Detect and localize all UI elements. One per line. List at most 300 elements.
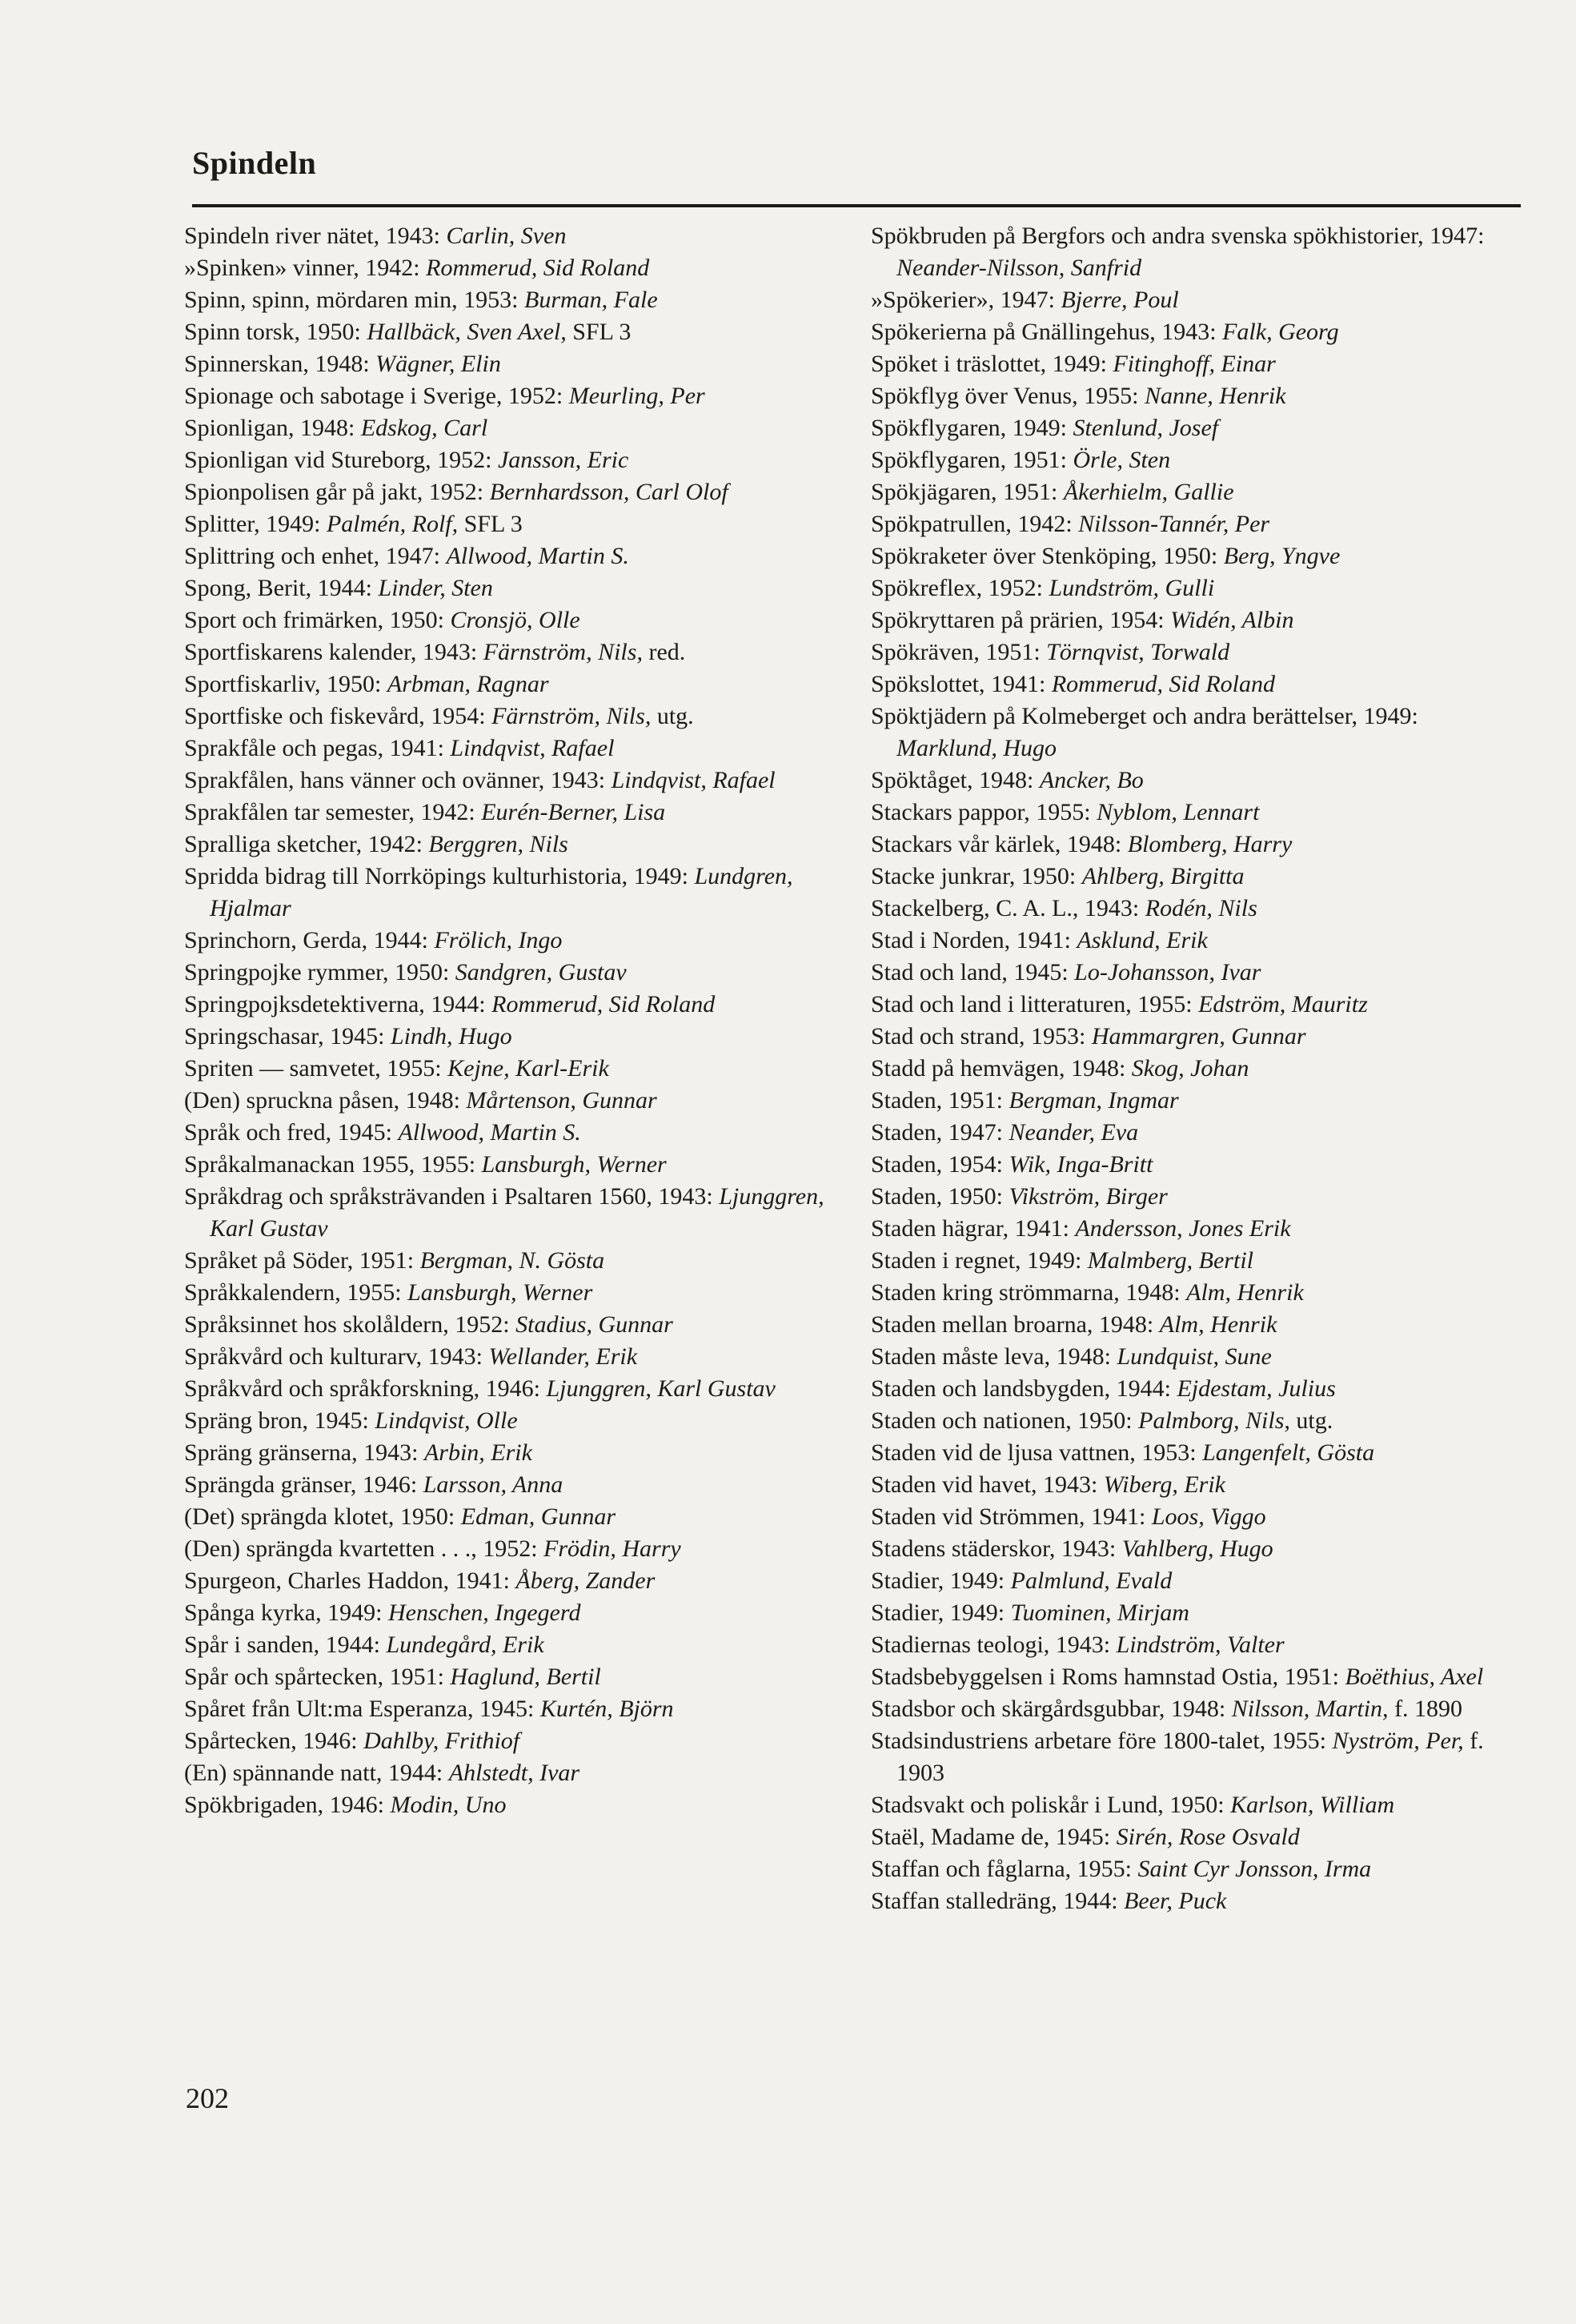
entry-title: Staden och landsbygden , — [871, 1375, 1117, 1402]
entry-year: 1943 — [1161, 319, 1210, 345]
entry-year: 1946 — [362, 1471, 411, 1498]
entry-author: Rommerud, Sid Roland — [1051, 671, 1275, 697]
entry-author: Skog, Johan — [1131, 1055, 1249, 1082]
index-entry: Staden vid havet , 1943: Wiberg, Erik — [871, 1469, 1521, 1501]
entry-title: »Spökerier» , — [871, 287, 1001, 313]
entry-author: Stenlund, Josef — [1073, 415, 1219, 441]
entry-year: 1954 — [1109, 607, 1158, 633]
entry-title: Språkkalendern , — [184, 1279, 347, 1306]
entry-author: Cronsjö, Olle — [450, 607, 580, 633]
entry-author: Jansson, Eric — [497, 447, 629, 473]
entry-year: 1945 — [337, 1119, 386, 1146]
entry-title: (Den) sprängda kvartetten . . . , — [184, 1535, 483, 1562]
entry-year: 1941 — [389, 735, 438, 761]
entry-year: 1945 — [1055, 1824, 1104, 1850]
entry-year: 1954 — [948, 1151, 997, 1178]
entry-title: Språk och fred , — [184, 1119, 338, 1146]
index-entry: Spindeln river nätet , 1943: Carlin, Sven — [184, 220, 828, 252]
entry-author: Nyström, Per, — [1332, 1728, 1464, 1754]
entry-author: Arbman, Ragnar — [387, 671, 549, 697]
index-entry: Stad i Norden , 1941: Asklund, Erik — [871, 925, 1521, 957]
entry-author: Lundgren, Hjalmar — [210, 863, 793, 921]
index-entry: Spökraketer över Stenköping , 1950: Berg, Yngve — [871, 540, 1521, 572]
entry-title: Sprakfålen, hans vänner och ovänner , — [184, 767, 551, 793]
entry-author: Arbin, Erik — [423, 1439, 532, 1466]
entry-title: Språkvård och kulturarv , — [184, 1343, 428, 1370]
entry-year: 1953 — [1141, 1439, 1190, 1466]
index-entry: Spöktjädern på Kolmeberget och andra berättelser , 1949: Marklund, Hugo — [871, 700, 1521, 765]
entry-year: 1950 — [1162, 543, 1211, 569]
entry-author: Åberg, Zander — [515, 1567, 656, 1594]
entry-note: SFL 3 — [566, 319, 632, 345]
entry-author: Ahlberg, Birgitta — [1081, 863, 1245, 889]
index-entry: Sprakfålen tar semester , 1942: Eurén-Berner, Lisa — [184, 797, 828, 829]
entry-year: 1953 — [463, 287, 512, 313]
entry-author: Dahlby, Frithiof — [363, 1728, 520, 1754]
entry-author: Henschen, Ingegerd — [387, 1600, 581, 1626]
index-entry: Stadsindustriens arbetare före 1800-talet , 1955: Nyström, Per, f. 1903 — [871, 1725, 1521, 1789]
entry-year: 1942 — [420, 799, 469, 825]
index-entry: (Den) spruckna påsen , 1948: Mårtenson, Gunnar — [184, 1085, 828, 1117]
entry-author: Färnström, Nils, — [483, 639, 643, 665]
index-entry: Stackelberg, C. A. L. , 1943: Rodén, Nils — [871, 893, 1521, 925]
entry-year: 1955 — [420, 1151, 469, 1178]
entry-author: Karlson, William — [1230, 1792, 1395, 1818]
entry-title: Sportfiskarliv , — [184, 671, 327, 697]
entry-year: 1951 — [948, 1087, 997, 1114]
index-entry: »Spökerier» , 1947: Bjerre, Poul — [871, 284, 1521, 316]
index-entry: Sportfiske och fiskevård , 1954: Färnström, Nils, utg. — [184, 700, 828, 733]
index-entry: Sprinchorn, Gerda , 1944: Frölich, Ingo — [184, 925, 828, 957]
entry-author: Ljunggren, Karl Gustav — [546, 1375, 776, 1402]
entry-note: utg. — [651, 703, 694, 729]
index-entry: Spralliga sketcher , 1942: Berggren, Nils — [184, 829, 828, 861]
entry-title: Staden , — [871, 1151, 948, 1178]
index-entry: Spökräven , 1951: Törnqvist, Torwald — [871, 636, 1521, 668]
entry-title: Spong, Berit , — [184, 575, 318, 601]
entry-year: 1951 — [1284, 1664, 1333, 1690]
entry-title: Spriten — samvetet , — [184, 1055, 387, 1082]
entry-title: Staden kring strömmarna , — [871, 1279, 1125, 1306]
entry-title: Sprakfålen tar semester , — [184, 799, 420, 825]
entry-title: Springschasar , — [184, 1023, 330, 1050]
entry-year: 1943 — [1084, 895, 1133, 921]
index-entry: Språkdrag och språksträvanden i Psaltaren 1560 , 1943: Ljunggren, Karl Gustav — [184, 1181, 828, 1245]
entry-note: f. 1903 — [896, 1728, 1484, 1786]
entry-year: 1945 — [330, 1023, 379, 1050]
entry-author: Falk, Georg — [1222, 319, 1339, 345]
entry-author: Eurén-Berner, Lisa — [481, 799, 666, 825]
entry-author: Nilsson-Tannér, Per — [1078, 511, 1270, 537]
entry-author: Lindqvist, Rafael — [611, 767, 776, 793]
entry-author: Allwood, Martin S. — [398, 1119, 581, 1146]
index-entry: Spräng bron , 1945: Lindqvist, Olle — [184, 1405, 828, 1437]
entry-year: 1950 — [327, 671, 375, 697]
entry-year: 1942 — [365, 255, 414, 281]
entry-author: Loos, Viggo — [1151, 1503, 1266, 1530]
entry-author: Langenfelt, Gösta — [1202, 1439, 1375, 1466]
entry-title: Stadsindustriens arbetare före 1800-talet , — [871, 1728, 1272, 1754]
entry-title: Staden , — [871, 1119, 948, 1146]
entry-year: 1947 — [948, 1119, 997, 1146]
entry-year: 1943 — [363, 1439, 412, 1466]
entry-title: Spårtecken , — [184, 1728, 303, 1754]
entry-title: Spökreflex , — [871, 575, 989, 601]
index-entry: Sportfiskarliv , 1950: Arbman, Ragnar — [184, 668, 828, 700]
entry-author: Örle, Sten — [1073, 447, 1171, 473]
entry-title: Staden måste leva , — [871, 1343, 1057, 1370]
index-entry: Staden och nationen , 1950: Palmborg, Nils, utg. — [871, 1405, 1521, 1437]
index-entry: Sportfiskarens kalender , 1943: Färnström, Nils, red. — [184, 636, 828, 668]
entry-year: 1942 — [367, 831, 416, 857]
entry-title: Stadiernas teologi , — [871, 1632, 1056, 1658]
entry-year: 1949 — [949, 1600, 998, 1626]
entry-year: 1948 — [1098, 1311, 1147, 1338]
entry-author: Andersson, Jones Erik — [1075, 1215, 1291, 1242]
entry-title: Spökräven , — [871, 639, 985, 665]
entry-author: Edskog, Carl — [360, 415, 488, 441]
index-entry: Stadsbebyggelsen i Roms hamnstad Ostia , 1951: Boëthius, Axel — [871, 1661, 1521, 1693]
entry-author: Lindqvist, Olle — [375, 1407, 518, 1434]
index-entry: Språksinnet hos skolåldern , 1952: Stadius, Gunnar — [184, 1309, 828, 1341]
index-entry: Stadiernas teologi , 1943: Lindström, Valter — [871, 1629, 1521, 1661]
entry-year: 1946 — [329, 1792, 378, 1818]
entry-title: Språkalmanackan 1955 , — [184, 1151, 421, 1178]
header-rule — [192, 204, 1521, 207]
entry-title: Spökbrigaden , — [184, 1792, 330, 1818]
entry-year: 1948 — [1125, 1279, 1174, 1306]
entry-title: Spökerierna på Gnällingehus , — [871, 319, 1161, 345]
index-entry: Stadsbor och skärgårdsgubbar , 1948: Nilsson, Martin, f. 1890 — [871, 1693, 1521, 1725]
entry-year: 1948 — [979, 767, 1027, 793]
index-entry: Staden , 1951: Bergman, Ingmar — [871, 1085, 1521, 1117]
entry-author: Rodén, Nils — [1145, 895, 1257, 921]
entry-title: Sportfiskarens kalender , — [184, 639, 423, 665]
entry-year: 1950 — [389, 607, 438, 633]
entry-year: 1948 — [1070, 1055, 1119, 1082]
entry-year: 1948 — [300, 415, 349, 441]
index-entry: Sprängda gränser , 1946: Larsson, Anna — [184, 1469, 828, 1501]
entry-year: 1943 — [385, 223, 434, 249]
entry-year: 1951 — [985, 639, 1034, 665]
entry-title: Spinn, spinn, mördaren min , — [184, 287, 463, 313]
entry-year: 1950 — [948, 1183, 997, 1210]
entry-title: Spökflygaren , — [871, 415, 1013, 441]
entry-author: Lindström, Valter — [1116, 1632, 1285, 1658]
entry-author: Vikström, Birger — [1009, 1183, 1168, 1210]
entry-year: 1944 — [1063, 1888, 1112, 1914]
entry-title: Språkdrag och språksträvanden i Psaltaren 1560 , — [184, 1183, 658, 1210]
index-entry: Spårtecken , 1946: Dahlby, Frithiof — [184, 1725, 828, 1757]
entry-author: Lansburgh, Werner — [481, 1151, 667, 1178]
entry-author: Sirén, Rose Osvald — [1116, 1824, 1300, 1850]
entry-title: Stadier , — [871, 1600, 950, 1626]
index-entry: Stad och land , 1945: Lo-Johansson, Ivar — [871, 957, 1521, 989]
index-entry: Staden måste leva , 1948: Lundquist, Sune — [871, 1341, 1521, 1373]
index-entry: Stadens städerskor , 1943: Vahlberg, Hugo — [871, 1533, 1521, 1565]
index-entry: Staden mellan broarna , 1948: Alm, Henrik — [871, 1309, 1521, 1341]
index-entry: Spår i sanden , 1944: Lundegård, Erik — [184, 1629, 828, 1661]
entry-year: 1949 — [1012, 415, 1061, 441]
entry-title: Spindeln river nätet , — [184, 223, 386, 249]
entry-title: Spridda bidrag till Norrköpings kulturhistoria , — [184, 863, 634, 889]
entry-year: 1944 — [431, 991, 479, 1018]
index-entry: Spionage och sabotage i Sverige , 1952: Meurling, Per — [184, 380, 828, 412]
entry-year: 1943 — [1055, 1632, 1104, 1658]
entry-year: 1941 — [455, 1567, 503, 1594]
entry-author: Neander, Eva — [1009, 1119, 1139, 1146]
entry-year: 1955 — [1271, 1728, 1320, 1754]
entry-title: Staden vid de ljusa vattnen , — [871, 1439, 1141, 1466]
entry-author: Berggren, Nils — [428, 831, 568, 857]
index-entry: Spökslottet , 1941: Rommerud, Sid Roland — [871, 668, 1521, 700]
entry-year: 1945 — [479, 1696, 528, 1722]
entry-title: Staden vid havet , — [871, 1471, 1043, 1498]
index-entry: Spåret från Ult:ma Esperanza , 1945: Kurtén, Björn — [184, 1693, 828, 1725]
entry-author: Neander-Nilsson, Sanfrid — [896, 255, 1142, 281]
entry-title: Stad och land i litteraturen , — [871, 991, 1137, 1018]
index-entry: Spökpatrullen , 1942: Nilsson-Tannér, Per — [871, 508, 1521, 540]
entry-title: Staden hägrar , — [871, 1215, 1015, 1242]
entry-author: Modin, Uno — [390, 1792, 507, 1818]
index-entry: Springpojke rymmer , 1950: Sandgren, Gustav — [184, 957, 828, 989]
index-entry: Staden och landsbygden , 1944: Ejdestam, Julius — [871, 1373, 1521, 1405]
entry-author: Carlin, Sven — [446, 223, 567, 249]
entry-year: 1950 — [394, 959, 443, 985]
index-entry: Stackars vår kärlek , 1948: Blomberg, Harry — [871, 829, 1521, 861]
entry-author: Kejne, Karl-Erik — [447, 1055, 609, 1082]
entry-title: Spralliga sketcher , — [184, 831, 368, 857]
index-entry: Stad och strand , 1953: Hammargren, Gunnar — [871, 1021, 1521, 1053]
entry-author: Wägner, Elin — [375, 351, 501, 377]
entry-author: Alm, Henrik — [1186, 1279, 1304, 1306]
entry-author: Haglund, Bertil — [450, 1664, 601, 1690]
index-entry: Spökreflex , 1952: Lundström, Gulli — [871, 572, 1521, 604]
entry-year: 1946 — [485, 1375, 534, 1402]
entry-title: (Det) sprängda klotet , — [184, 1503, 400, 1530]
index-entry: Spår och spårtecken , 1951: Haglund, Bertil — [184, 1661, 828, 1693]
entry-author: Rommerud, Sid Roland — [426, 255, 650, 281]
entry-title: Splittring och enhet , — [184, 543, 386, 569]
entry-title: Spinnerskan , — [184, 351, 315, 377]
entry-author: Bergman, Ingmar — [1009, 1087, 1179, 1114]
index-entry: Spökbrigaden , 1946: Modin, Uno — [184, 1789, 828, 1821]
entry-title: Språksinnet hos skolåldern , — [184, 1311, 455, 1338]
entry-year: 1941 — [1090, 1503, 1139, 1530]
entry-year: 1949 — [949, 1567, 998, 1594]
index-entry: Spökerierna på Gnällingehus , 1943: Falk, Georg — [871, 316, 1521, 348]
entry-year: 1947 — [385, 543, 434, 569]
entry-author: Palmlund, Evald — [1010, 1567, 1173, 1594]
entry-title: (En) spännande natt , — [184, 1760, 388, 1786]
entry-title: Spår och spårtecken , — [184, 1664, 390, 1690]
entry-note: red. — [642, 639, 686, 665]
entry-title: Staffan och fåglarna , — [871, 1856, 1077, 1882]
entry-year: 1952 — [507, 383, 556, 409]
entry-year: 1944 — [373, 927, 422, 953]
index-entry: Splittring och enhet , 1947: Allwood, Martin S. — [184, 540, 828, 572]
entry-title: Stadier , — [871, 1567, 950, 1594]
entry-author: Nyblom, Lennart — [1097, 799, 1260, 825]
entry-year: 1951 — [1012, 447, 1061, 473]
entry-author: Ancker, Bo — [1039, 767, 1144, 793]
entry-title: Sprakfåle och pegas , — [184, 735, 390, 761]
index-entry: Språk och fred , 1945: Allwood, Martin S. — [184, 1117, 828, 1149]
index-entry: Staden , 1950: Vikström, Birger — [871, 1181, 1521, 1213]
entry-year: 1944 — [317, 575, 366, 601]
entry-author: Ahlstedt, Ivar — [448, 1760, 580, 1786]
entry-year: 1945 — [314, 1407, 363, 1434]
entry-year: 1955 — [1077, 1856, 1125, 1882]
index-entry: Spökryttaren på prärien , 1954: Widén, Albin — [871, 604, 1521, 636]
entry-title: Stacke junkrar , — [871, 863, 1021, 889]
entry-title: Spurgeon, Charles Haddon , — [184, 1567, 455, 1594]
entry-title: Spår i sanden , — [184, 1632, 326, 1658]
index-entry: Spinn, spinn, mördaren min , 1953: Burman, Fale — [184, 284, 828, 316]
entry-title: Staden , — [871, 1087, 948, 1114]
entry-title: Stad och land , — [871, 959, 1013, 985]
index-entry: Stadd på hemvägen , 1948: Skog, Johan — [871, 1053, 1521, 1085]
entry-note: SFL 3 — [458, 511, 523, 537]
entry-author: Lansburgh, Werner — [407, 1279, 593, 1306]
entry-author: Larsson, Anna — [423, 1471, 563, 1498]
entry-title: Spökflygaren , — [871, 447, 1013, 473]
entry-year: 1943 — [427, 1343, 476, 1370]
entry-author: Rommerud, Sid Roland — [491, 991, 716, 1018]
entry-year: 1952 — [428, 479, 477, 505]
entry-author: Malmberg, Bertil — [1087, 1247, 1253, 1274]
index-entry: Spräng gränserna , 1943: Arbin, Erik — [184, 1437, 828, 1469]
entry-year: 1954 — [431, 703, 479, 729]
entry-title: Springpojksdetektiverna , — [184, 991, 431, 1018]
entry-year: 1944 — [387, 1760, 436, 1786]
entry-title: Springpojke rymmer , — [184, 959, 395, 985]
entry-author: Frölich, Ingo — [434, 927, 563, 953]
index-entry: Spionligan vid Stureborg , 1952: Jansson, Eric — [184, 444, 828, 476]
entry-year: 1943 — [1042, 1471, 1091, 1498]
index-entry: Staden i regnet , 1949: Malmberg, Bertil — [871, 1245, 1521, 1277]
index-entry: Spöket i träslottet , 1949: Fitinghoff, Einar — [871, 348, 1521, 380]
index-entry: Staden kring strömmarna , 1948: Alm, Henrik — [871, 1277, 1521, 1309]
index-entry: Sport och frimärken , 1950: Cronsjö, Olle — [184, 604, 828, 636]
entry-year: 1950 — [399, 1503, 448, 1530]
entry-year: 1952 — [988, 575, 1037, 601]
entry-title: Stadsbebyggelsen i Roms hamnstad Ostia , — [871, 1664, 1285, 1690]
index-entry: Staden vid Strömmen , 1941: Loos, Viggo — [871, 1501, 1521, 1533]
entry-year: 1955 — [387, 1055, 435, 1082]
entry-author: Lo-Johansson, Ivar — [1074, 959, 1261, 985]
entry-title: Staden , — [871, 1183, 948, 1210]
index-entry: Språkvård och språkforskning , 1946: Ljunggren, Karl Gustav — [184, 1373, 828, 1405]
entry-title: Spökslottet , — [871, 671, 991, 697]
entry-author: Hammargren, Gunnar — [1091, 1023, 1306, 1050]
entry-title: Splitter , — [184, 511, 266, 537]
index-entry: Spridda bidrag till Norrköpings kulturhistoria , 1949: Lundgren, Hjalmar — [184, 861, 828, 925]
right-column — [871, 220, 1521, 1917]
entry-author: Burman, Fale — [524, 287, 658, 313]
entry-title: Stackars vår kärlek , — [871, 831, 1067, 857]
entry-title: Spökryttaren på prärien , — [871, 607, 1109, 633]
entry-title: Spökpatrullen , — [871, 511, 1017, 537]
index-entry: Spong, Berit , 1944: Linder, Sten — [184, 572, 828, 604]
index-entry: Spökbruden på Bergfors och andra svenska spökhistorier , 1947: Neander-Nilsson, Sanfrid — [871, 220, 1521, 284]
index-entry: Staffan och fåglarna , 1955: Saint Cyr Jonsson, Irma — [871, 1853, 1521, 1885]
entry-title: Stackelberg, C. A. L. , — [871, 895, 1085, 921]
entry-year: 1951 — [1002, 479, 1051, 505]
entry-title: Spökjägaren , — [871, 479, 1003, 505]
entry-author: Nilsson, Martin, — [1231, 1696, 1389, 1722]
index-entry: Spionpolisen går på jakt , 1952: Bernhardsson, Carl Olof — [184, 476, 828, 508]
entry-author: Lundström, Gulli — [1049, 575, 1215, 601]
entry-title: Stadsvakt och poliskår i Lund , — [871, 1792, 1169, 1818]
entry-author: Wik, Inga-Britt — [1009, 1151, 1153, 1178]
entry-year: 1950 — [306, 319, 355, 345]
entry-year: 1953 — [1030, 1023, 1079, 1050]
entry-year: 1949 — [1026, 1247, 1075, 1274]
entry-year: 1948 — [1056, 1343, 1105, 1370]
index-entry: Språkvård och kulturarv , 1943: Wellander, Erik — [184, 1341, 828, 1373]
entry-title: Stadens städerskor , — [871, 1535, 1061, 1562]
entry-year: 1955 — [1137, 991, 1186, 1018]
entry-title: Spökraketer över Stenköping , — [871, 543, 1163, 569]
index-entry: Spöktåget , 1948: Ancker, Bo — [871, 765, 1521, 797]
entry-author: Lindqvist, Rafael — [450, 735, 615, 761]
entry-year: 1952 — [455, 1311, 503, 1338]
entry-author: Ejdestam, Julius — [1177, 1375, 1336, 1402]
index-entry: Stacke junkrar , 1950: Ahlberg, Birgitta — [871, 861, 1521, 893]
entry-year: 1947 — [1430, 223, 1478, 249]
entry-title: Spräng bron , — [184, 1407, 314, 1434]
entry-author: Lundegård, Erik — [386, 1632, 544, 1658]
entry-year: 1944 — [325, 1632, 374, 1658]
entry-author: Bjerre, Poul — [1061, 287, 1179, 313]
entry-author: Lundquist, Sune — [1117, 1343, 1272, 1370]
entry-author: Fitinghoff, Einar — [1113, 351, 1276, 377]
entry-author: Linder, Sten — [378, 575, 493, 601]
entry-author: Stadius, Gunnar — [515, 1311, 673, 1338]
entry-year: 1948 — [315, 351, 363, 377]
entry-author: Sandgren, Gustav — [455, 959, 627, 985]
entry-year: 1952 — [437, 447, 486, 473]
index-entry: Staden hägrar , 1941: Andersson, Jones Erik — [871, 1213, 1521, 1245]
page-number: 202 — [186, 2082, 229, 2114]
entry-year: 1946 — [303, 1728, 351, 1754]
entry-author: Wellander, Erik — [488, 1343, 638, 1370]
entry-author: Åkerhielm, Gallie — [1063, 479, 1234, 505]
entry-title: Sport och frimärken , — [184, 607, 390, 633]
entry-title: Staden vid Strömmen , — [871, 1503, 1091, 1530]
entry-year: 1949 — [266, 511, 315, 537]
left-column — [184, 220, 828, 1821]
entry-title: Språkvård och språkforskning , — [184, 1375, 486, 1402]
entry-title: Stadsbor och skärgårdsgubbar , — [871, 1696, 1171, 1722]
entry-year: 1943 — [550, 767, 599, 793]
index-entry: Språket på Söder , 1951: Bergman, N. Gösta — [184, 1245, 828, 1277]
index-entry: (Det) sprängda klotet , 1950: Edman, Gunnar — [184, 1501, 828, 1533]
entry-year: 1949 — [1052, 351, 1101, 377]
entry-title: Staffan stalledräng , — [871, 1888, 1063, 1914]
entry-year: 1943 — [422, 639, 471, 665]
entry-year: 1947 — [1000, 287, 1049, 313]
entry-year: 1945 — [1013, 959, 1062, 985]
index-entry: (Den) sprängda kvartetten . . . , 1952: Frödin, Harry — [184, 1533, 828, 1565]
entry-author: Färnström, Nils, — [491, 703, 652, 729]
index-entry: Spionligan , 1948: Edskog, Carl — [184, 412, 828, 444]
entry-author: Palmborg, Nils, — [1138, 1407, 1290, 1434]
entry-note: f. 1890 — [1388, 1696, 1463, 1722]
entry-author: Widén, Albin — [1170, 607, 1294, 633]
entry-year: 1948 — [405, 1087, 454, 1114]
